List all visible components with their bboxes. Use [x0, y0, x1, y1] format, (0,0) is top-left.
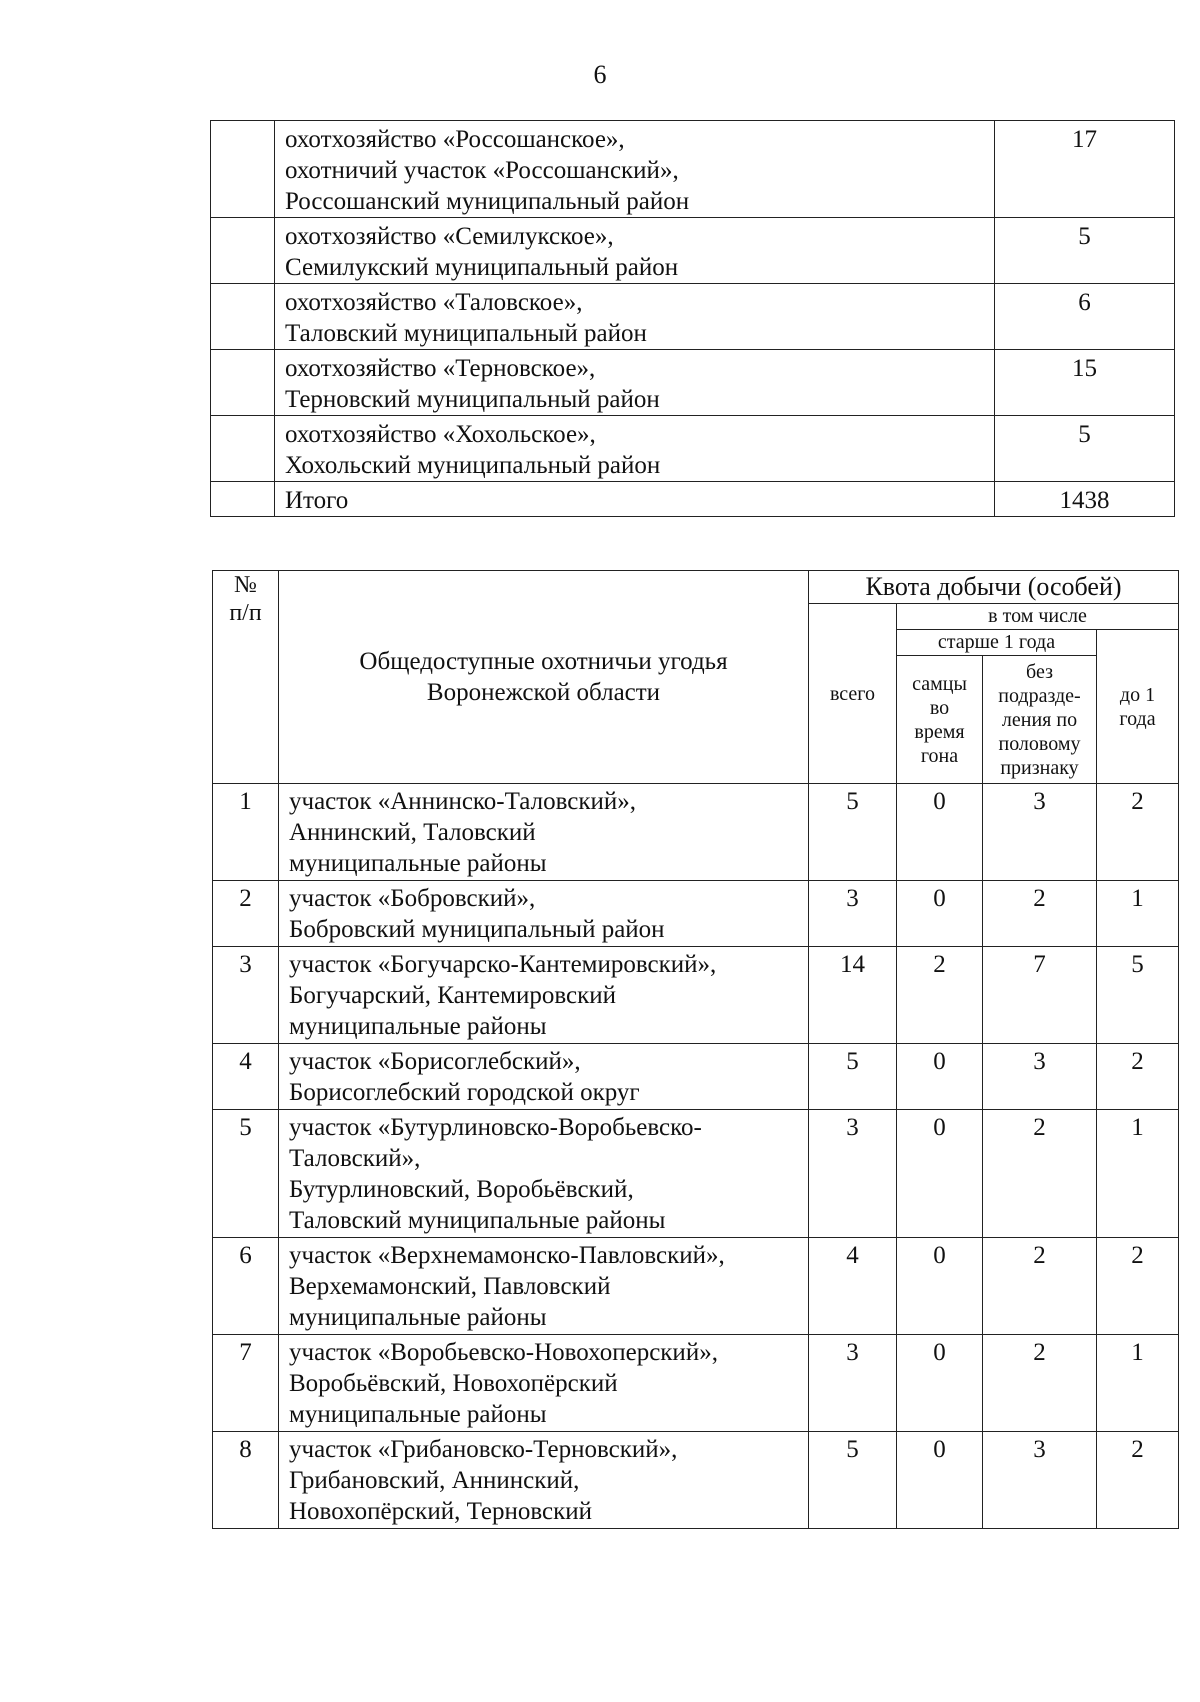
- row-number: 6: [213, 1238, 279, 1335]
- row-number-cell: [211, 121, 275, 218]
- ground-name: участок «Воробьевско-Новохоперский», Воробьёвский, Новохопёрский муниципальные районы: [279, 1335, 809, 1432]
- quota-males: 0: [897, 1432, 983, 1529]
- header-num: № п/п: [213, 571, 279, 784]
- quota-males: 0: [897, 881, 983, 947]
- ground-name: участок «Верхнемамонско-Павловский», Верхемамонский, Павловский муниципальные районы: [279, 1238, 809, 1335]
- header-under1: до 1 года: [1097, 630, 1179, 784]
- farm-quota: 15: [995, 350, 1175, 416]
- table-row: [211, 218, 1175, 284]
- table-row: [213, 881, 1179, 947]
- total-row: [211, 482, 1175, 517]
- table-row: [213, 1335, 1179, 1432]
- farm-name: охотхозяйство «Россошанское», охотничий участок «Россошанский», Россошанский муниципальный район: [275, 121, 995, 218]
- farm-name: охотхозяйство «Семилукское», Семилукский муниципальный район: [275, 218, 995, 284]
- quota-no-sex: 2: [983, 1335, 1097, 1432]
- quota-no-sex: 3: [983, 784, 1097, 881]
- farm-name: охотхозяйство «Терновское», Терновский муниципальный район: [275, 350, 995, 416]
- quota-males: 0: [897, 784, 983, 881]
- table-row: [213, 784, 1179, 881]
- header-quota: Квота добычи (особей): [809, 571, 1179, 604]
- row-number: 5: [213, 1110, 279, 1238]
- quota-total: 5: [809, 1432, 897, 1529]
- quota-males: 2: [897, 947, 983, 1044]
- quota-under1: 2: [1097, 1432, 1179, 1529]
- total-label: Итого: [275, 482, 995, 517]
- row-number-cell: [211, 350, 275, 416]
- total-value: 1438: [995, 482, 1175, 517]
- row-number: 8: [213, 1432, 279, 1529]
- table-row: [213, 1044, 1179, 1110]
- total-empty-cell: [211, 482, 275, 517]
- farm-quota: 5: [995, 218, 1175, 284]
- ground-name: участок «Бутурлиновско-Воробьевско- Таловский», Бутурлиновский, Воробьёвский, Таловский муниципальные районы: [279, 1110, 809, 1238]
- table-row: [213, 1110, 1179, 1238]
- ground-name: участок «Грибановско-Терновский», Грибановский, Аннинский, Новохопёрский, Терновский: [279, 1432, 809, 1529]
- row-number: 3: [213, 947, 279, 1044]
- quota-under1: 2: [1097, 784, 1179, 881]
- quota-no-sex: 3: [983, 1044, 1097, 1110]
- quota-no-sex: 2: [983, 881, 1097, 947]
- header-no-sex: без подразде- ления по половому признаку: [983, 656, 1097, 784]
- quota-under1: 1: [1097, 1110, 1179, 1238]
- ground-name: участок «Борисоглебский», Борисоглебский городской округ: [279, 1044, 809, 1110]
- header-title: Общедоступные охотничьи угодья Воронежской области: [279, 571, 809, 784]
- quota-total: 3: [809, 881, 897, 947]
- quota-no-sex: 2: [983, 1238, 1097, 1335]
- farm-quota: 5: [995, 416, 1175, 482]
- quota-total: 5: [809, 784, 897, 881]
- table-row: [213, 1432, 1179, 1529]
- row-number: 4: [213, 1044, 279, 1110]
- table-row: [213, 1238, 1179, 1335]
- ground-name: участок «Аннинско-Таловский», Аннинский, Таловский муниципальные районы: [279, 784, 809, 881]
- header-older: старше 1 года: [897, 630, 1097, 656]
- quota-under1: 5: [1097, 947, 1179, 1044]
- quota-total: 3: [809, 1335, 897, 1432]
- quota-males: 0: [897, 1110, 983, 1238]
- row-number-cell: [211, 284, 275, 350]
- quota-under1: 2: [1097, 1044, 1179, 1110]
- quota-total: 14: [809, 947, 897, 1044]
- table-hunting-farms: [210, 120, 1175, 517]
- row-number: 1: [213, 784, 279, 881]
- table-public-hunting-grounds: [212, 570, 1179, 1529]
- table-row: [211, 350, 1175, 416]
- quota-under1: 1: [1097, 881, 1179, 947]
- row-number-cell: [211, 416, 275, 482]
- quota-under1: 1: [1097, 1335, 1179, 1432]
- table-row: [211, 284, 1175, 350]
- farm-quota: 17: [995, 121, 1175, 218]
- quota-no-sex: 3: [983, 1432, 1097, 1529]
- quota-total: 3: [809, 1110, 897, 1238]
- table-row: [211, 121, 1175, 218]
- quota-no-sex: 2: [983, 1110, 1097, 1238]
- quota-total: 4: [809, 1238, 897, 1335]
- quota-males: 0: [897, 1044, 983, 1110]
- header-males: самцы во время гона: [897, 656, 983, 784]
- farm-quota: 6: [995, 284, 1175, 350]
- farm-name: охотхозяйство «Хохольское», Хохольский муниципальный район: [275, 416, 995, 482]
- ground-name: участок «Богучарско-Кантемировский», Богучарский, Кантемировский муниципальные районы: [279, 947, 809, 1044]
- header-total: всего: [809, 604, 897, 784]
- table-row: [211, 416, 1175, 482]
- table-row: [213, 947, 1179, 1044]
- quota-no-sex: 7: [983, 947, 1097, 1044]
- row-number: 7: [213, 1335, 279, 1432]
- page-number: 6: [593, 60, 607, 89]
- quota-males: 0: [897, 1238, 983, 1335]
- header-including: в том числе: [897, 604, 1179, 630]
- farm-name: охотхозяйство «Таловское», Таловский муниципальный район: [275, 284, 995, 350]
- quota-total: 5: [809, 1044, 897, 1110]
- ground-name: участок «Бобровский», Бобровский муниципальный район: [279, 881, 809, 947]
- row-number-cell: [211, 218, 275, 284]
- quota-under1: 2: [1097, 1238, 1179, 1335]
- quota-males: 0: [897, 1335, 983, 1432]
- row-number: 2: [213, 881, 279, 947]
